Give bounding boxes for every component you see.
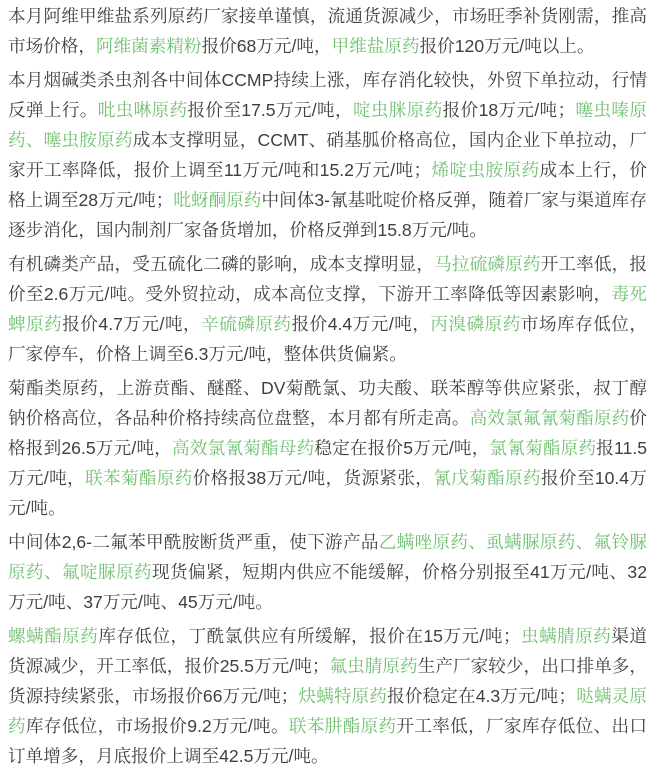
text-run: 成本上行，价格上调至28万元/吨； xyxy=(8,160,647,210)
product-name-highlight: 啶虫脒原药 xyxy=(352,100,443,120)
text-run: 开工率低，报价至2.6万元/吨。受外贸拉动，成本高位支撑，下游开工率降低等因素影响， xyxy=(8,254,647,304)
text-run: 生产厂家较少，出口排单多，货源持续紧张，市场报价66万元/吨； xyxy=(8,656,647,706)
text-run: 报价稳定在4.3万元/吨； xyxy=(387,686,577,706)
text-run: 报价120万元/吨以上。 xyxy=(419,36,595,56)
text-run: 报价4.7万元/吨， xyxy=(62,314,202,334)
product-name-highlight: 辛硫磷原药 xyxy=(201,314,292,334)
text-run: 报价4.4万元/吨， xyxy=(291,314,431,334)
paragraph-avermectin xyxy=(8,1,647,61)
paragraph-nicotinoids xyxy=(8,65,647,245)
product-name-highlight: 虫螨腈原药 xyxy=(520,626,612,646)
product-name-highlight: 噻虫嗪原药、噻虫胺原药 xyxy=(8,100,647,150)
product-name-highlight: 烯啶虫胺原药 xyxy=(431,160,540,180)
text-run: 中间体2,6-二氟苯甲酰胺断货严重，使下游产品 xyxy=(8,532,379,552)
text-run: 菊酯类原药，上游贲酯、醚醛、DV菊酰氯、功夫酸、联苯醇等供应紧张，叔丁醇钠价格高位，各品种价格持续高位盘整，本月都有所走高。 xyxy=(8,378,647,428)
text-run: 有机磷类产品，受五硫化二磷的影响，成本支撑明显， xyxy=(8,254,435,274)
paragraph-acaricides xyxy=(8,621,647,771)
text-run: 开工率低，厂家库存低位、出口订单增多，月底报价上调至42.5万元/吨。 xyxy=(8,716,647,766)
text-run: 价格报38万元/吨，货源紧张， xyxy=(192,468,434,488)
text-run: 报价至17.5万元/吨， xyxy=(187,100,353,120)
product-name-highlight: 丙溴磷原药 xyxy=(430,314,521,334)
product-name-highlight: 氰戊菊酯原药 xyxy=(433,468,541,488)
product-name-highlight: 螺螨酯原药 xyxy=(8,626,99,646)
product-name-highlight: 高效氯氰菊酯母药 xyxy=(172,438,315,458)
product-name-highlight: 炔螨特原药 xyxy=(298,686,388,706)
text-run: 库存低位，丁酰氯供应有所缓解，报价在15万元/吨； xyxy=(98,626,521,646)
text-run: 中间体3-氰基吡啶价格反弹，随着厂家与渠道库存逐步消化，国内制剂厂家备货增加，价格反弹到15.8万元/吨。 xyxy=(8,190,647,240)
text-run: 价格报到26.5万元/吨， xyxy=(8,408,647,458)
paragraph-organophosphates xyxy=(8,249,647,369)
product-name-highlight: 甲维盐原药 xyxy=(331,36,420,56)
product-name-highlight: 吡蚜酮原药 xyxy=(173,190,262,210)
text-run: 现货偏紧，短期内供应不能缓解，价格分别报至41万元/吨、32万元/吨、37万元/吨、45万元/吨。 xyxy=(8,562,647,612)
product-name-highlight: 吡虫啉原药 xyxy=(97,100,188,120)
text-run: 成本支撑明显，CCMT、硝基胍价格高位，国内企业下单拉动，厂家开工率降低，报价上调至11万元/吨和15.2万元/吨； xyxy=(8,130,647,180)
product-name-highlight: 哒螨灵原药 xyxy=(8,686,647,736)
text-run: 本月阿维甲维盐系列原药厂家接单谨慎，流通货源减少，市场旺季补货刚需，推高市场价格， xyxy=(8,6,647,56)
text-run: 稳定在报价5万元/吨， xyxy=(314,438,490,458)
product-name-highlight: 马拉硫磷原药 xyxy=(434,254,541,274)
text-run: 本月烟碱类杀虫剂各中间体CCMP持续上涨，库存消化较快，外贸下单拉动，行情反弹上行。 xyxy=(8,70,647,120)
product-name-highlight: 毒死蜱原药 xyxy=(8,284,647,334)
paragraph-benzamide-intermediates xyxy=(8,527,647,617)
text-run: 报价18万元/吨； xyxy=(442,100,576,120)
text-run: 报价68万元/吨， xyxy=(201,36,332,56)
text-run: 库存低位，市场报价9.2万元/吨。 xyxy=(25,716,289,736)
text-run: 市场库存低位，厂家停车，价格上调至6.3万元/吨，整体供货偏紧。 xyxy=(8,314,647,364)
text-run: 报11.5万元/吨， xyxy=(8,438,647,488)
product-name-highlight: 高效氯氟氰菊酯原药 xyxy=(469,408,630,428)
product-name-highlight: 联苯菊酯原药 xyxy=(85,468,193,488)
text-run: 报价至10.4万元/吨。 xyxy=(8,468,647,518)
product-name-highlight: 乙螨唑原药、虱螨脲原药、氟铃脲原药、氟啶脲原药 xyxy=(8,532,647,582)
product-name-highlight: 氟虫腈原药 xyxy=(329,656,418,676)
text-run: 渠道货源减少，开工率低，报价25.5万元/吨； xyxy=(8,626,647,676)
paragraph-pyrethroids xyxy=(8,373,647,523)
product-name-highlight: 氯氰菊酯原药 xyxy=(489,438,597,458)
product-name-highlight: 阿维菌素精粉 xyxy=(95,36,202,56)
product-name-highlight: 联苯肼酯原药 xyxy=(288,716,397,736)
